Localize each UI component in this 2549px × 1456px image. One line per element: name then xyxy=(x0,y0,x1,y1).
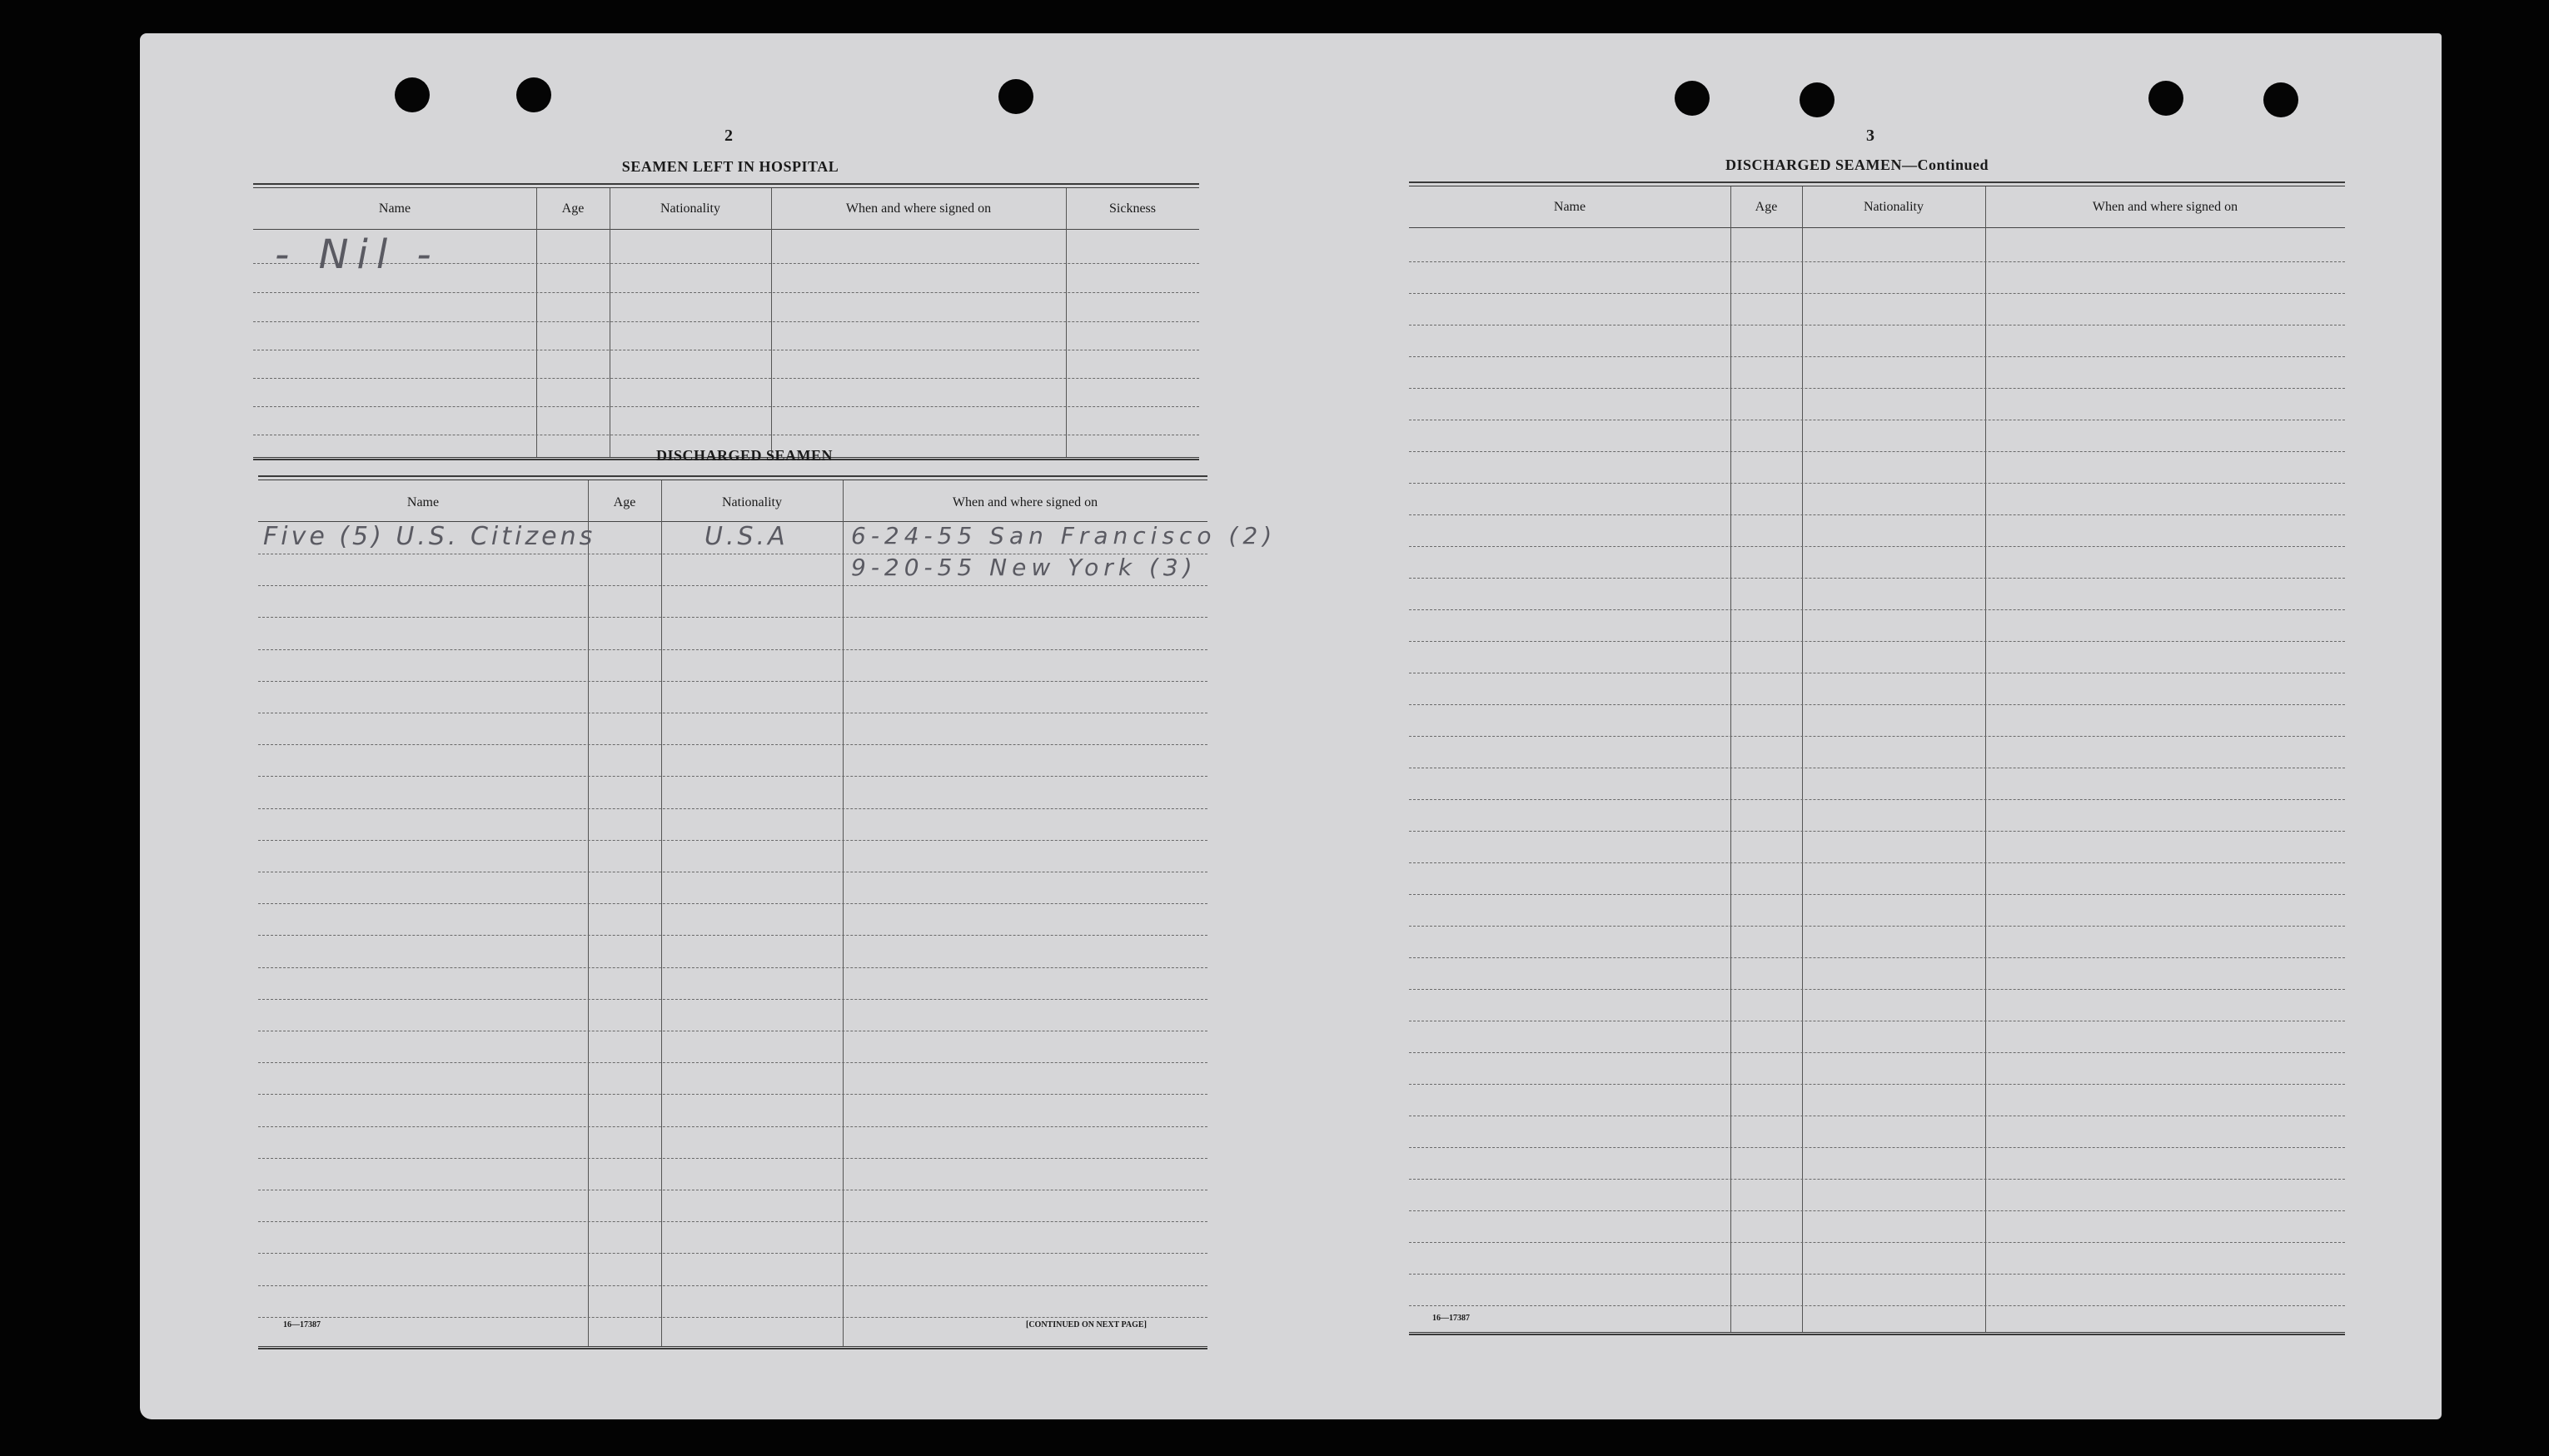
discharged-continued-heading: DISCHARGED SEAMEN—Continued xyxy=(1725,157,1989,173)
page-number: 2 xyxy=(724,127,733,145)
handwritten-signed-on: 6-24-55 San Francisco (2) xyxy=(851,522,1277,549)
column-header-age: Age xyxy=(561,201,585,216)
page-number: 3 xyxy=(1866,127,1874,145)
form-number: 16—17387 xyxy=(1432,1314,1470,1323)
column-header-signed-on: When and where signed on xyxy=(845,201,992,216)
discharged-table xyxy=(258,475,1277,1350)
column-header-age: Age xyxy=(1755,200,1778,214)
punch-hole xyxy=(1800,82,1835,117)
punch-hole xyxy=(2263,82,2298,117)
hospital-table xyxy=(253,183,1199,463)
handwritten-nationality: U.S.A xyxy=(704,522,789,551)
handwritten-name: Five (5) U.S. Citizens xyxy=(263,522,596,551)
punch-hole xyxy=(395,77,430,112)
handwritten-nil: - Nil - xyxy=(275,231,440,278)
column-header-name: Name xyxy=(1553,200,1586,214)
handwritten-signed-on: 9-20-55 New York (3) xyxy=(851,554,1197,581)
punch-hole xyxy=(1675,81,1710,116)
column-header-name: Name xyxy=(378,201,411,216)
discharged-continued-table xyxy=(1409,181,2345,1336)
punch-hole xyxy=(2148,81,2183,116)
form-number: 16—17387 xyxy=(283,1320,321,1329)
discharged-heading: DISCHARGED SEAMEN xyxy=(655,447,834,464)
form-sheet xyxy=(140,33,2442,1419)
punch-hole xyxy=(998,79,1033,114)
column-header-name: Name xyxy=(406,495,440,509)
column-header-sickness: Sickness xyxy=(1109,201,1156,216)
continued-note: [CONTINUED ON NEXT PAGE] xyxy=(1026,1320,1147,1329)
hospital-heading: SEAMEN LEFT IN HOSPITAL xyxy=(621,158,839,175)
column-header-signed-on: When and where signed on xyxy=(2092,200,2238,214)
column-header-nationality: Nationality xyxy=(722,495,782,509)
column-header-nationality: Nationality xyxy=(1864,200,1924,214)
column-header-signed-on: When and where signed on xyxy=(952,495,1098,509)
column-header-age: Age xyxy=(613,495,636,509)
punch-hole xyxy=(516,77,551,112)
column-header-nationality: Nationality xyxy=(660,201,720,216)
